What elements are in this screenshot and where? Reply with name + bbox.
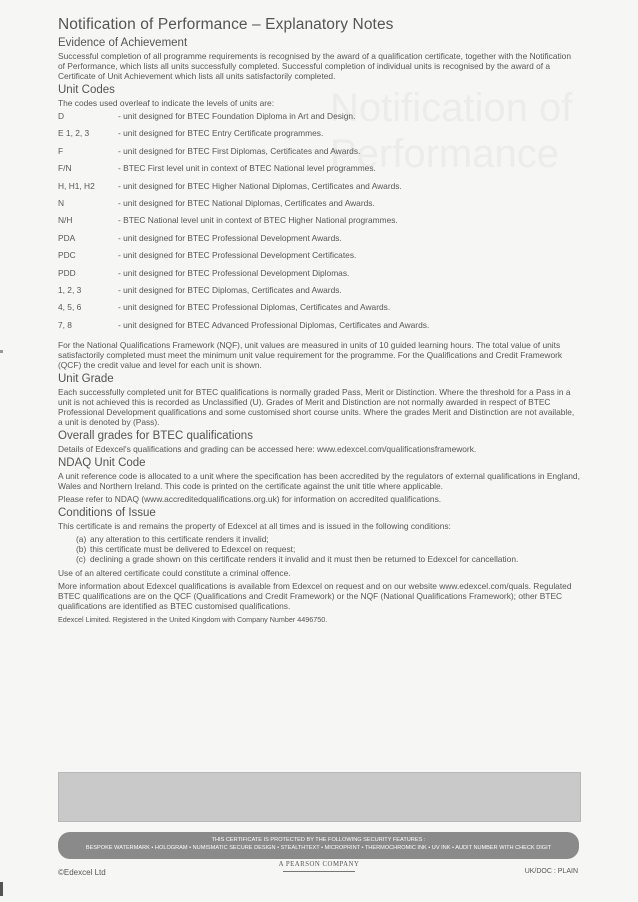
code-row [58,181,580,198]
document-ref: UK/DOC : PLAIN [524,868,578,875]
code-desc: - unit designed for BTEC Professional Development Certificates. [118,250,357,261]
code-row [58,198,580,215]
grey-panel [58,772,581,822]
registration-text: Edexcel Limited. Registered in the United Kingdom with Company Number 4496750. [58,615,328,625]
document-content [58,16,580,628]
punch-mark [0,882,3,896]
ndaq-text: A unit reference code is allocated to a unit where the specification has been accredited by the regulators of external qualifications in England, Wales and Northern Ireland. This code is printed on the certificate against the unit title where applicable. [58,471,580,492]
code: N [58,197,65,208]
code: E 1, 2, 3 [58,128,90,139]
offence-text: Use of an altered certificate could constitute a criminal offence. [58,568,291,579]
security-features-bar [58,832,579,859]
code-row [58,146,580,163]
code-desc: - unit designed for BTEC Professional Diplomas, Certificates and Awards. [118,302,391,313]
code-desc: - unit designed for BTEC Foundation Diploma in Art and Design. [118,111,356,121]
security-heading: THIS CERTIFICATE IS PROTECTED BY THE FOLLOWING SECURITY FEATURES : [211,837,426,843]
security-features-list: BESPOKE WATERMARK • HOLOGRAM • NUMISMATIC SECURE DESIGN • STEALTHTEXT • MICROPRINT • THERMOCHROMIC INK • UV INK • AUDIT NUMBER WITH CHECK DIGIT [85,845,552,851]
unit-codes-intro: The codes used overleaf to indicate the levels of units are: [58,98,275,108]
unit-codes-list [58,111,580,337]
code-desc: - unit designed for BTEC National Diplomas, Certificates and Awards. [118,197,375,208]
copyright: ©Edexcel Ltd [58,868,106,877]
condition-letter: (c) [76,554,86,565]
condition-item [76,554,580,564]
code-row [58,215,580,232]
condition-text: declining a grade shown on this certificate renders it invalid and it must then be returned to Edexcel for cancellation. [90,554,519,565]
code-desc: - unit designed for BTEC First Diplomas, Certificates and Awards. [118,145,361,156]
conditions-heading: Conditions of Issue [58,507,156,520]
ndaq-heading: NDAQ Unit Code [58,457,146,470]
code: H, H1, H2 [58,180,95,191]
watermark-text: Notification of Performance [330,86,573,176]
code: F [58,145,64,156]
code-row [58,163,580,180]
code-row [58,302,580,319]
code-desc: - unit designed for BTEC Professional Development Diplomas. [118,267,350,278]
condition-letter: (b) [76,544,87,555]
more-info-text: More information about Edexcel qualifications is available from Edexcel on request and on our website www.edexcel.com/quals. Regulated BTEC qualifications are on the QCF (Qualifications and Credit Framework) or the NQF (National Qualifications Framework); other BTEC qualifications are identified as BTEC customised qualifications. [58,581,572,612]
condition-item [76,534,580,544]
evidence-heading: Evidence of Achievement [58,37,188,49]
pearson-underline [283,871,355,872]
code-desc: - unit designed for BTEC Diplomas, Certificates and Awards. [118,284,342,295]
condition-letter: (a) [76,534,87,545]
unit-codes-heading: Unit Codes [58,84,115,96]
code: 4, 5, 6 [58,302,82,313]
code-row [58,268,580,285]
code: PDD [58,267,76,278]
code: PDA [58,232,76,243]
code-desc: - unit designed for BTEC Higher National Diplomas, Certificates and Awards. [118,180,402,191]
code-desc: - unit designed for BTEC Professional Development Awards. [118,232,342,243]
code-row [58,233,580,250]
unit-grade-heading: Unit Grade [58,373,114,386]
condition-item [76,544,580,554]
overall-grades-heading: Overall grades for BTEC qualifications [58,430,253,443]
code-row [58,320,580,337]
unit-codes-note: For the National Qualifications Framework (NQF), unit values are measured in units of 10 guided learning hours. The total value of units satisfactorily completed must meet the minimum unit value requirement for the programme. For the Qualifications and Credit Framework (QCF) the credit value and level for each unit is shown. [58,340,563,371]
condition-text: any alteration to this certificate renders it invalid; [90,534,269,545]
code: 1, 2, 3 [58,284,82,295]
code: 7, 8 [58,319,72,330]
code-desc: - BTEC National level unit in context of BTEC Higher National programmes. [118,215,398,226]
code-row [58,285,580,302]
code: PDC [58,250,76,261]
conditions-intro: This certificate is and remains the property of Edexcel at all times and is issued in the following conditions: [58,521,451,532]
code-row [58,250,580,267]
code: F/N [58,163,72,174]
ndaq-refer: Please refer to NDAQ (www.accreditedqualifications.org.uk) for information on accredited qualifications. [58,494,442,505]
conditions-list [58,534,580,564]
code-row [58,111,580,128]
code: D [58,111,65,121]
code-row [58,128,580,145]
condition-text: this certificate must be delivered to Edexcel on request; [90,544,296,555]
code: N/H [58,215,73,226]
evidence-text: Successful completion of all programme requirements is recognised by the award of a qualification certificate, together with the Notification of Performance, which lists all units successfully completed. Successful completion of individual units is recognised by the award of a Certificate of Unit Achievement which lists all units satisfactorily completed. [58,51,571,81]
code-desc: - unit designed for BTEC Advanced Professional Diplomas, Certificates and Awards. [118,319,430,330]
document-title: Notification of Performance – Explanatory Notes [58,16,394,33]
code-desc: - unit designed for BTEC Entry Certificate programmes. [118,128,324,139]
punch-mark [0,350,3,353]
unit-grade-text: Each successfully completed unit for BTEC qualifications is normally graded Pass, Merit or Distinction. Where the threshold for a Pass in a unit is not achieved this is recorded as Unclassified (U). Grades of Merit and Distinction are not normally awarded in respect of BTEC Professional Development qualifications and some customised short course units. Where the grades Merit and Distinction are not available, a unit is denoted by (Pass). [58,387,575,428]
overall-grades-text: Details of Edexcel's qualifications and grading can be accessed here: www.edexcel.com/qualificationsframework. [58,444,477,455]
code-desc: - BTEC First level unit in context of BTEC National level programmes. [118,163,376,174]
pearson-company: A PEARSON COMPANY [278,861,360,868]
